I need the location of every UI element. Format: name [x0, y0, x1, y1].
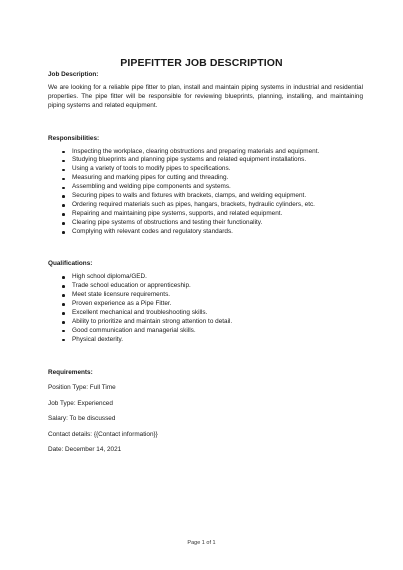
list-item: Physical dexterity. — [62, 336, 363, 345]
responsibilities-heading: Responsibilities: — [48, 134, 100, 142]
list-item: Studying blueprints and planning pipe systems and related equipment installations. — [62, 156, 363, 165]
qualifications-list — [48, 273, 363, 345]
list-item: Proven experience as a Pipe Fitter. — [62, 300, 363, 309]
job-description-heading: Job Description: — [48, 71, 99, 78]
list-item: Assembling and welding pipe components and systems. — [62, 183, 363, 192]
list-item: Measuring and marking pipes for cutting and threading. — [62, 174, 363, 183]
list-item: Ability to prioritize and maintain strong attention to detail. — [62, 318, 363, 327]
list-item: Excellent mechanical and troubleshooting skills. — [62, 309, 363, 318]
qualifications-heading: Qualifications: — [48, 260, 93, 268]
list-item: Meet state licensure requirements. — [62, 291, 363, 300]
list-item: Ordering required materials such as pipes, hangars, brackets, hydraulic cylinders, etc. — [62, 201, 363, 210]
date: Date: December 14, 2021 — [48, 446, 122, 454]
list-item: Trade school education or apprenticeship. — [62, 282, 363, 291]
salary: Salary: To be discussed — [48, 415, 116, 423]
list-item: High school diploma/GED. — [62, 273, 363, 282]
list-item: Inspecting the workplace, clearing obstructions and preparing materials and equipment. — [62, 148, 363, 157]
list-item: Repairing and maintaining pipe systems, supports, and related equipment. — [62, 210, 363, 219]
list-item: Complying with relevant codes and regulatory standards. — [62, 228, 363, 237]
job-type: Job Type: Experienced — [48, 399, 113, 407]
list-item: Clearing pipe systems of obstructions and testing their functionality. — [62, 219, 363, 228]
job-description-text: We are looking for a reliable pipe fitter to plan, install and maintain piping systems in industrial and residential properties. The pipe fitter will be responsible for reviewing blueprints, planning, installing, and maintaining piping systems and related equipment. — [48, 83, 363, 109]
responsibilities-list — [48, 148, 363, 238]
requirements-heading: Requirements: — [48, 368, 93, 376]
list-item: Good communication and managerial skills. — [62, 327, 363, 336]
position-type: Position Type: Full Time — [48, 384, 116, 392]
page-title: PIPEFITTER JOB DESCRIPTION — [120, 57, 283, 69]
page-footer: Page 1 of 1 — [187, 540, 216, 546]
list-item: Using a variety of tools to modify pipes to specifications. — [62, 165, 363, 174]
contact-details: Contact details: {{Contact information}} — [48, 430, 158, 438]
list-item: Securing pipes to walls and fixtures with brackets, clamps, and welding equipment. — [62, 192, 363, 201]
document-body — [48, 71, 363, 455]
